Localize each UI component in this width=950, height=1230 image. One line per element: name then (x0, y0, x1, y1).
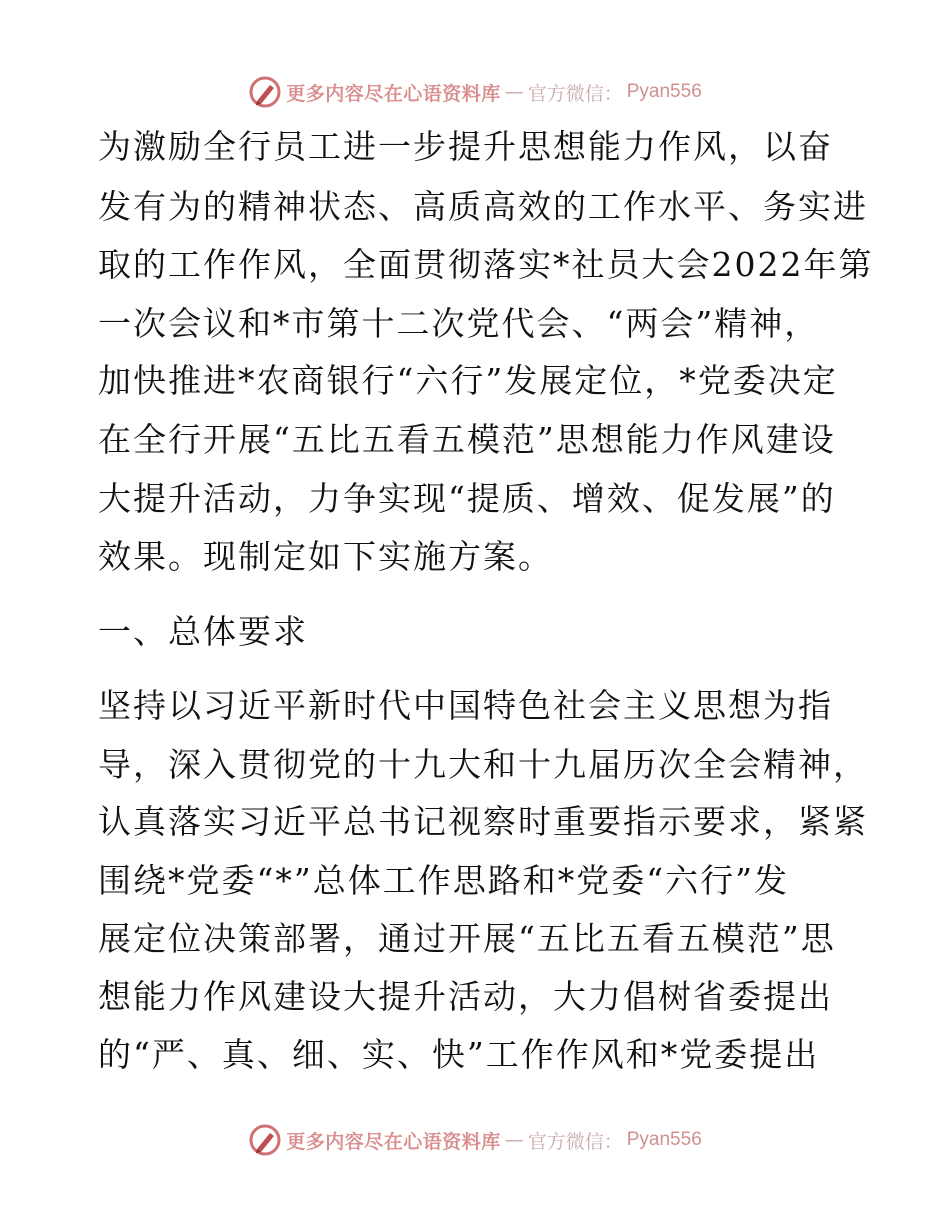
paragraph-line: 围绕*党委“*”总体工作思路和*党委“六行”发 (98, 861, 789, 900)
watermark-separator: — (504, 1129, 524, 1151)
paragraph-line: 取的工作作风，全面贯彻落实*社员大会2022年第 (98, 245, 874, 284)
watermark-text: 更多内容尽在心语资料库 (286, 1130, 501, 1153)
paragraph-line: 大提升活动，力争实现“提质、增效、促发展”的 (98, 479, 836, 518)
paragraph-line: 想能力作风建设大提升活动，大力倡树省委提出 (98, 977, 833, 1016)
paragraph-line: 为激励全行员工进一步提升思想能力作风，以奋 (98, 127, 833, 166)
watermark-header (0, 72, 950, 112)
watermark-wechat-id: Pyan556 (626, 1129, 702, 1150)
section-heading: 一、总体要求 (98, 612, 308, 651)
paragraph-line: 认真落实习近平总书记视察时重要指示要求，紧紧 (98, 802, 868, 841)
pen-logo-icon (248, 75, 282, 109)
paragraph-line: 导，深入贯彻党的十九大和十九届历次全会精神， (98, 745, 868, 784)
watermark-footer (0, 1120, 950, 1160)
paragraph-line: 坚持以习近平新时代中国特色社会主义思想为指 (98, 686, 833, 725)
watermark-official-label: 官方微信： (527, 1130, 623, 1153)
paragraph-line: 一次会议和*市第十二次党代会、“两会”精神， (98, 304, 820, 343)
paragraph-line: 展定位决策部署，通过开展“五比五看五模范”思 (98, 919, 836, 958)
pen-logo-icon (248, 1123, 282, 1157)
watermark-separator: — (504, 81, 524, 103)
watermark-text: 更多内容尽在心语资料库 (286, 82, 501, 105)
paragraph-line: 发有为的精神状态、高质高效的工作水平、务实进 (98, 187, 868, 226)
paragraph-line: 加快推进*农商银行“六行”发展定位，*党委决定 (98, 361, 838, 400)
paragraph-line: 在全行开展“五比五看五模范”思想能力作风建设 (98, 420, 836, 459)
watermark-official-label: 官方微信： (527, 82, 623, 105)
paragraph-line: 效果。现制定如下实施方案。 (98, 537, 553, 576)
watermark-wechat-id: Pyan556 (626, 81, 702, 102)
paragraph-line: 的“严、真、细、实、快”工作作风和*党委提出 (98, 1035, 820, 1074)
